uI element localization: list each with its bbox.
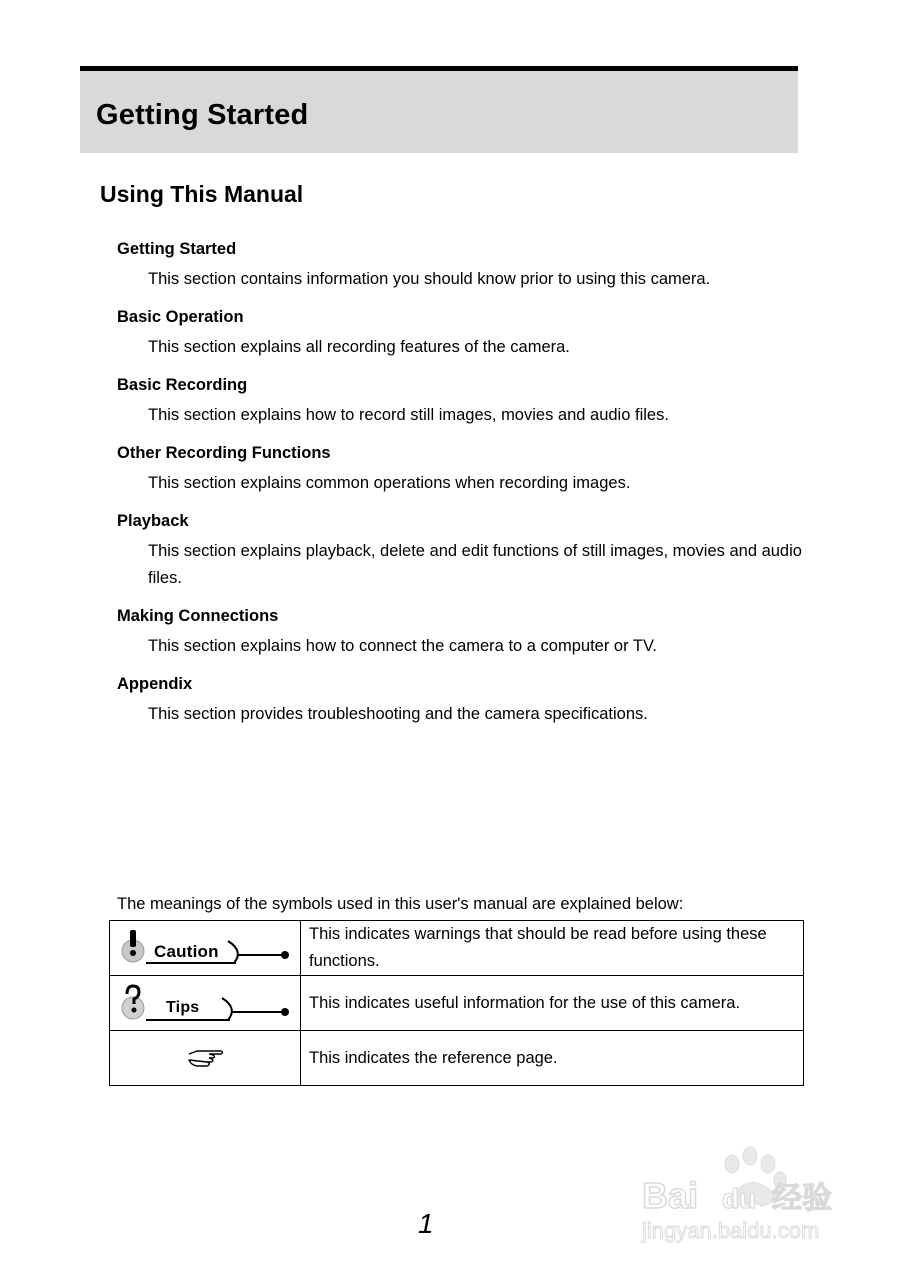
symbol-cell <box>110 1031 301 1086</box>
topic-description: This section explains how to connect the camera to a computer or TV. <box>148 637 658 655</box>
baidu-paw-logo <box>640 1140 860 1250</box>
chapter-banner <box>80 66 798 153</box>
tips-icon <box>118 982 298 1026</box>
symbol-cell <box>110 921 301 976</box>
topic-description: This section explains common operations when recording images. <box>148 474 631 492</box>
table-row <box>110 1031 804 1086</box>
caution-label: Caution <box>154 942 219 961</box>
svg-text:Bai: Bai <box>642 1175 699 1216</box>
topic-description: This section explains all recording features of the camera. <box>148 338 570 356</box>
topic-description: This section contains information you should know prior to using this camera. <box>148 270 711 288</box>
topic-heading: Other Recording Functions <box>117 444 331 462</box>
svg-text:du: du <box>722 1183 757 1214</box>
topic-item <box>117 307 817 361</box>
topic-description: This section explains how to record still images, movies and audio files. <box>148 406 669 424</box>
topic-heading: Getting Started <box>117 240 237 258</box>
topic-description: This section provides troubleshooting and the camera specifications. <box>148 705 648 723</box>
symbol-description: This indicates warnings that should be read before using these functions. <box>301 921 804 976</box>
topic-description: This section explains playback, delete and edit functions of still images, movies and audio files. <box>148 542 802 587</box>
symbols-intro: The meanings of the symbols used in this user's manual are explained below: <box>117 895 684 913</box>
topic-item <box>117 375 817 429</box>
topic-list <box>117 239 817 742</box>
svg-text:经验: 经验 <box>772 1181 832 1216</box>
page-number: 1 <box>418 1208 434 1239</box>
topic-item <box>117 511 817 592</box>
svg-text:jingyan.baidu.com: jingyan.baidu.com <box>642 1218 820 1243</box>
table-row <box>110 921 804 976</box>
topic-item <box>117 443 817 497</box>
topic-heading: Making Connections <box>117 607 279 625</box>
topic-heading: Appendix <box>117 675 193 693</box>
chapter-title: Getting Started <box>96 99 309 131</box>
symbol-description: This indicates the reference page. <box>301 1031 804 1086</box>
tips-label: Tips <box>166 999 200 1016</box>
caution-badge <box>118 927 298 971</box>
symbol-cell <box>110 976 301 1031</box>
topic-item <box>117 606 817 660</box>
table-row <box>110 976 804 1031</box>
topic-heading: Playback <box>117 512 189 530</box>
topic-item <box>117 674 817 728</box>
symbols-table <box>109 920 804 1086</box>
baidu-watermark <box>640 1140 860 1250</box>
tips-badge <box>118 982 298 1026</box>
topic-item <box>117 239 817 293</box>
pointing-hand-icon <box>185 1046 225 1070</box>
section-title: Using This Manual <box>100 181 304 207</box>
topic-heading: Basic Operation <box>117 308 244 326</box>
symbol-description: This indicates useful information for the use of this camera. <box>301 976 804 1031</box>
topic-heading: Basic Recording <box>117 376 248 394</box>
